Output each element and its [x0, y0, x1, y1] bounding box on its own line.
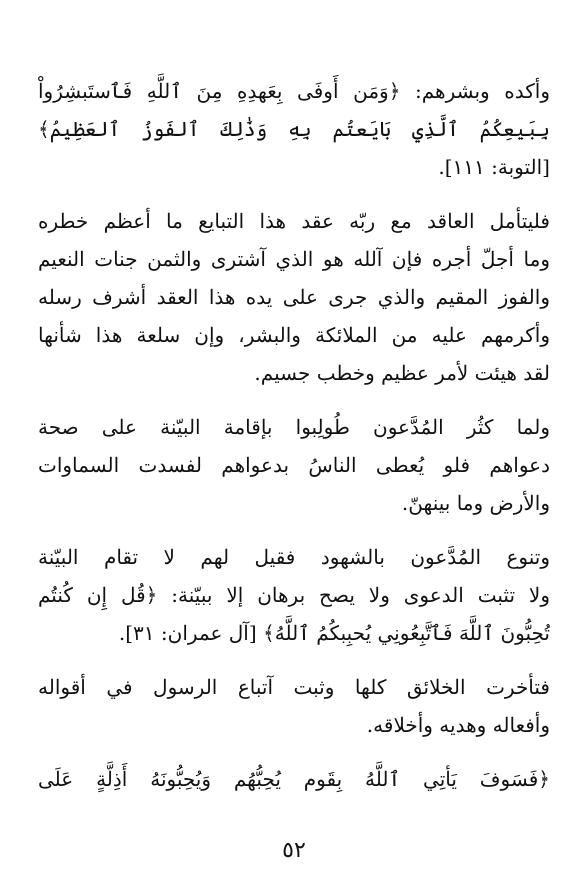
text-line: ﴿فَسَوفَ يَأتِي ٱللَّهُ بِقَوم يُحِبُّهُم وَيُحِبُّونَهُ أَذِلَّةٍ عَلَى [38, 767, 550, 791]
text-line: تُحِبُّونَ ٱللَّهَ فَٱتَّبِعُونِي يُحبِبكُمُ ٱللَّهُ﴾ [آل عمران: ٣١]. [118, 621, 550, 645]
text-line: بِبَيعِكُمُ ٱلَّذِي بَايَعتُم بِهِ وَذَٰلِكَ ٱلفَوزُ ٱلعَظِيمُ﴾ [38, 117, 550, 141]
text-line: وأكده وبشرهم: ﴿وَمَن أَوفَى بِعَهدِهِ مِنَ ٱللَّهِ فَٱستَبشِرُواْ [38, 79, 550, 103]
page-number: ٥٢ [282, 838, 306, 863]
paragraph-4 [38, 538, 550, 652]
text-line: والأرض وما بينهنّ. [401, 491, 550, 515]
paragraph-1 [38, 72, 550, 186]
paragraph-3 [38, 408, 550, 522]
text-line: وتنوع المُدَّعون بالشهود فقيل لهم لا تقام البيّنة [38, 545, 550, 569]
text-line: [التوبة: ١١١]. [438, 155, 550, 179]
paragraph-2 [38, 202, 550, 392]
text-line: فليتأمل العاقد مع ربّه عقد هذا التبايع ما أعظم خطره [38, 209, 550, 233]
text-line: ولما كثُر المُدَّعون طُولِبوا بإقامة البيّنة على صحة [38, 415, 550, 439]
paragraph-5 [38, 668, 550, 744]
text-line: وأفعاله وهديه وأخلاقه. [366, 713, 550, 737]
text-line: وما أجلّ أجره فإن آلله هو الذي آشترى والثمن جنات النعيم [38, 247, 550, 271]
text-line: دعواهم فلو يُعطى الناسُ بدعواهم لفسدت السماوات [38, 453, 550, 477]
paragraph-6 [38, 760, 550, 798]
page-body [38, 72, 550, 814]
text-line: والفوز المقيم والذي جرى على يده هذا العقد أشرف رسله [38, 285, 550, 309]
text-line: ولا تثبت الدعوى ولا يصح برهان إلا ببيّنة: ﴿قُل إِن كُنتُم [38, 583, 550, 607]
text-line: لقد هيئت لأمر عظيم وخطب جسيم. [254, 361, 550, 385]
text-line: فتأخرت الخلائق كلها وثبت آتباع الرسول في أقواله [38, 675, 550, 699]
text-line: وأكرمهم عليه من الملائكة والبشر، وإن سلعة هذا شأنها [38, 323, 550, 347]
